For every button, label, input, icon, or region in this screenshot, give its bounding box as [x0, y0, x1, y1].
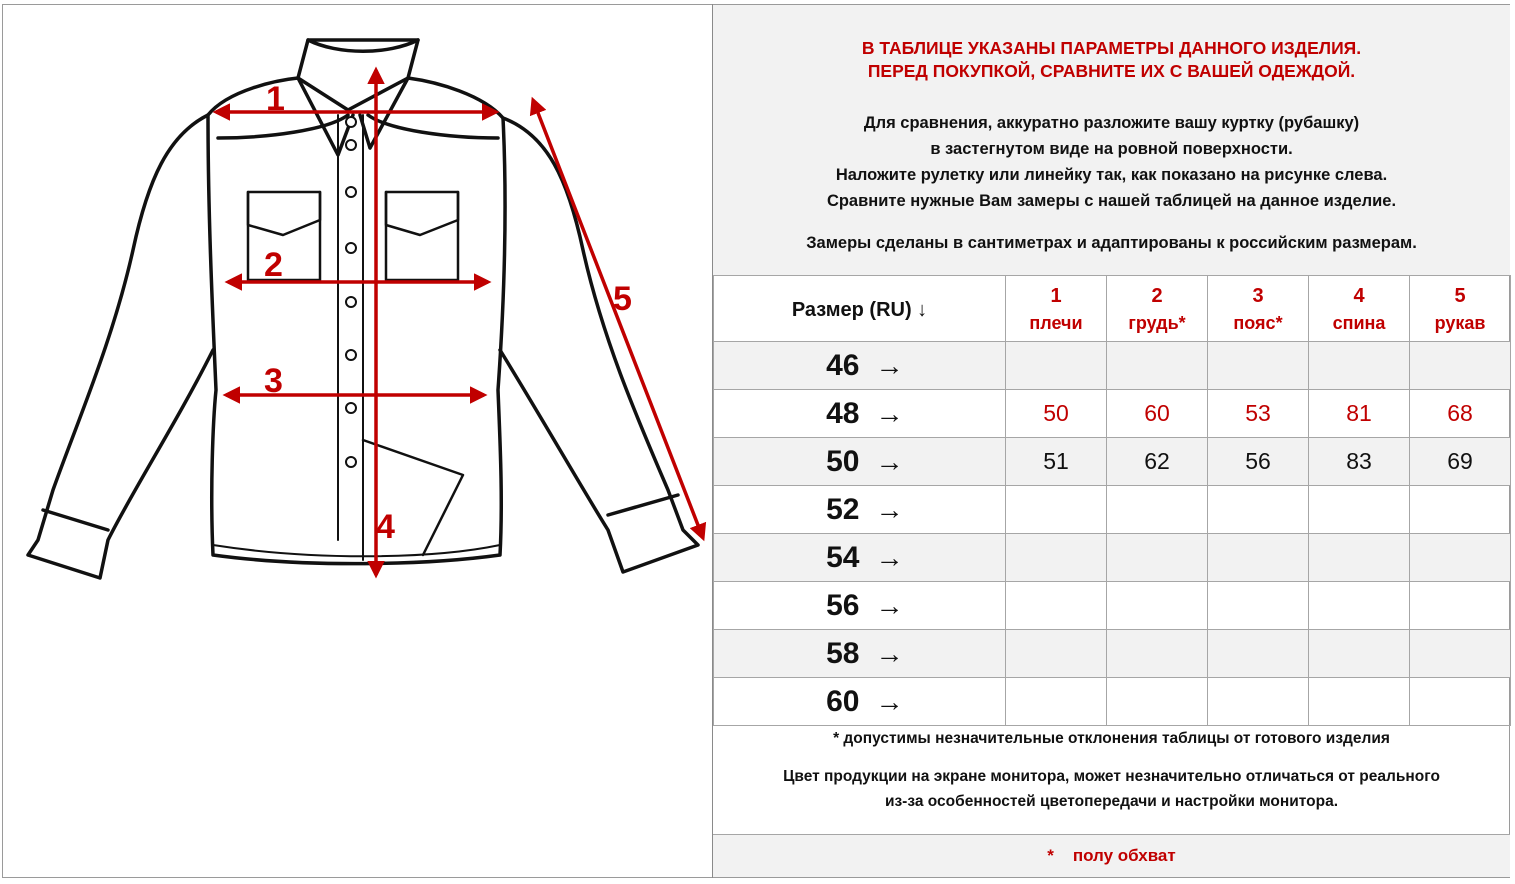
size-cell	[714, 342, 1006, 390]
measure-label-4: 4	[376, 508, 395, 546]
table-row-52	[714, 486, 1511, 534]
instruction-text	[713, 110, 1510, 214]
table-cell	[1107, 534, 1208, 582]
table-cell	[1006, 678, 1107, 726]
table-cell	[1309, 486, 1410, 534]
column-number: 5	[1454, 284, 1466, 307]
table-cell: 51	[1006, 438, 1107, 486]
units-note: Замеры сделаны в сантиметрах и адаптированы к российским размерам.	[806, 234, 1417, 252]
size-cell	[714, 390, 1006, 438]
size-table	[713, 275, 1511, 726]
table-cell	[1410, 582, 1511, 630]
size-value: 50	[826, 444, 860, 478]
column-label: плечи	[1029, 312, 1083, 333]
size-cell	[714, 486, 1006, 534]
instruction-line4: Сравните нужные Вам замеры с нашей таблицей на данное изделие.	[826, 192, 1397, 210]
table-cell	[1410, 486, 1511, 534]
measure-label-1: 1	[266, 80, 285, 118]
table-cell	[1006, 534, 1107, 582]
column-label: пояс*	[1233, 312, 1283, 333]
size-value: 48	[826, 396, 860, 430]
column-label: спина	[1332, 312, 1386, 333]
size-value: 52	[826, 492, 860, 526]
column-label: рукав	[1434, 312, 1486, 333]
instructions-header	[713, 5, 1510, 275]
table-cell	[1309, 630, 1410, 678]
table-cell	[1410, 534, 1511, 582]
table-cell	[1208, 342, 1309, 390]
size-value: 58	[826, 636, 860, 670]
table-cell	[1006, 342, 1107, 390]
size-cell	[714, 582, 1006, 630]
tolerance-note: * допустимы незначительные отклонения таблицы от готового изделия	[833, 730, 1390, 747]
measure-label-3: 3	[264, 362, 283, 400]
table-cell	[1107, 486, 1208, 534]
shirt-diagram	[8, 20, 708, 600]
table-cell: 56	[1208, 438, 1309, 486]
table-cell	[1309, 678, 1410, 726]
measure-lines	[216, 70, 703, 575]
table-cell	[1410, 630, 1511, 678]
table-cell	[1410, 678, 1511, 726]
asterisk: *	[1047, 846, 1054, 865]
column-header-5	[1410, 276, 1511, 342]
column-number: 4	[1353, 284, 1365, 307]
table-cell: 62	[1107, 438, 1208, 486]
table-cell: 69	[1410, 438, 1511, 486]
table-row-58	[714, 630, 1511, 678]
column-number: 1	[1050, 284, 1062, 307]
table-cell	[1006, 582, 1107, 630]
color-disclaimer-line1: Цвет продукции на экране монитора, может незначительно отличаться от реального	[783, 768, 1440, 785]
size-cell	[714, 678, 1006, 726]
shirt-outline	[28, 40, 698, 578]
table-cell: 68	[1410, 390, 1511, 438]
table-cell	[1208, 582, 1309, 630]
table-row-54	[714, 534, 1511, 582]
instruction-line3: Наложите рулетку или линейку так, как показано на рисунке слева.	[835, 166, 1388, 184]
arrow-icon: →	[875, 493, 904, 525]
arrow-icon: →	[875, 589, 904, 621]
arrow-icon: →	[875, 685, 904, 717]
table-cell: 81	[1309, 390, 1410, 438]
size-value: 46	[826, 348, 860, 382]
shirt-buttons	[346, 117, 356, 467]
warning-title-line1: В ТАБЛИЦЕ УКАЗАНЫ ПАРАМЕТРЫ ДАННОГО ИЗДЕЛИЯ.	[861, 38, 1362, 58]
notes-section	[713, 722, 1510, 835]
column-number: 3	[1252, 284, 1264, 307]
size-table-header-row	[714, 276, 1511, 342]
size-table-panel	[713, 5, 1510, 877]
column-header-2	[1107, 276, 1208, 342]
column-header-3	[1208, 276, 1309, 342]
measure-label-5: 5	[613, 280, 632, 318]
table-cell: 83	[1309, 438, 1410, 486]
table-cell	[1107, 582, 1208, 630]
table-cell	[1410, 342, 1511, 390]
table-cell	[1309, 534, 1410, 582]
table-cell	[1006, 486, 1107, 534]
table-cell	[1006, 630, 1107, 678]
table-cell	[1208, 678, 1309, 726]
size-column-header	[714, 276, 1006, 342]
arrow-icon: →	[875, 349, 904, 381]
size-value: 60	[826, 684, 860, 718]
size-value: 56	[826, 588, 860, 622]
color-disclaimer-line2: из-за особенностей цветопередачи и настройки монитора.	[884, 793, 1339, 810]
size-header-label: Размер (RU) ↓	[791, 299, 928, 321]
arrow-icon: →	[875, 637, 904, 669]
arrow-icon: →	[875, 445, 904, 477]
half-girth-label: полу обхват	[1072, 846, 1176, 865]
table-row-46	[714, 342, 1511, 390]
table-cell	[1208, 486, 1309, 534]
table-cell: 50	[1006, 390, 1107, 438]
arrow-icon: →	[875, 397, 904, 429]
table-cell	[1309, 582, 1410, 630]
table-cell	[1107, 678, 1208, 726]
measure-label-2: 2	[264, 246, 283, 284]
table-row-50	[714, 438, 1511, 486]
arrow-icon: →	[875, 541, 904, 573]
warning-title	[713, 37, 1510, 83]
instruction-line1: Для сравнения, аккуратно разложите вашу куртку (рубашку)	[863, 114, 1360, 132]
table-cell: 60	[1107, 390, 1208, 438]
color-disclaimer	[713, 764, 1510, 814]
table-cell	[1309, 342, 1410, 390]
table-cell	[1208, 630, 1309, 678]
size-value: 54	[826, 540, 860, 574]
size-cell	[714, 630, 1006, 678]
column-label: грудь*	[1128, 312, 1186, 333]
table-cell	[1208, 534, 1309, 582]
table-cell	[1107, 342, 1208, 390]
size-cell	[714, 438, 1006, 486]
half-girth-note	[713, 835, 1510, 877]
table-cell	[1107, 630, 1208, 678]
table-cell: 53	[1208, 390, 1309, 438]
table-row-56	[714, 582, 1511, 630]
table-row-60	[714, 678, 1511, 726]
column-header-4	[1309, 276, 1410, 342]
size-cell	[714, 534, 1006, 582]
instruction-line2: в застегнутом виде на ровной поверхности.	[930, 140, 1293, 158]
column-header-1	[1006, 276, 1107, 342]
table-row-48	[714, 390, 1511, 438]
column-number: 2	[1151, 284, 1163, 307]
warning-title-line2: ПЕРЕД ПОКУПКОЙ, СРАВНИТЕ ИХ С ВАШЕЙ ОДЕЖДОЙ.	[867, 61, 1356, 81]
